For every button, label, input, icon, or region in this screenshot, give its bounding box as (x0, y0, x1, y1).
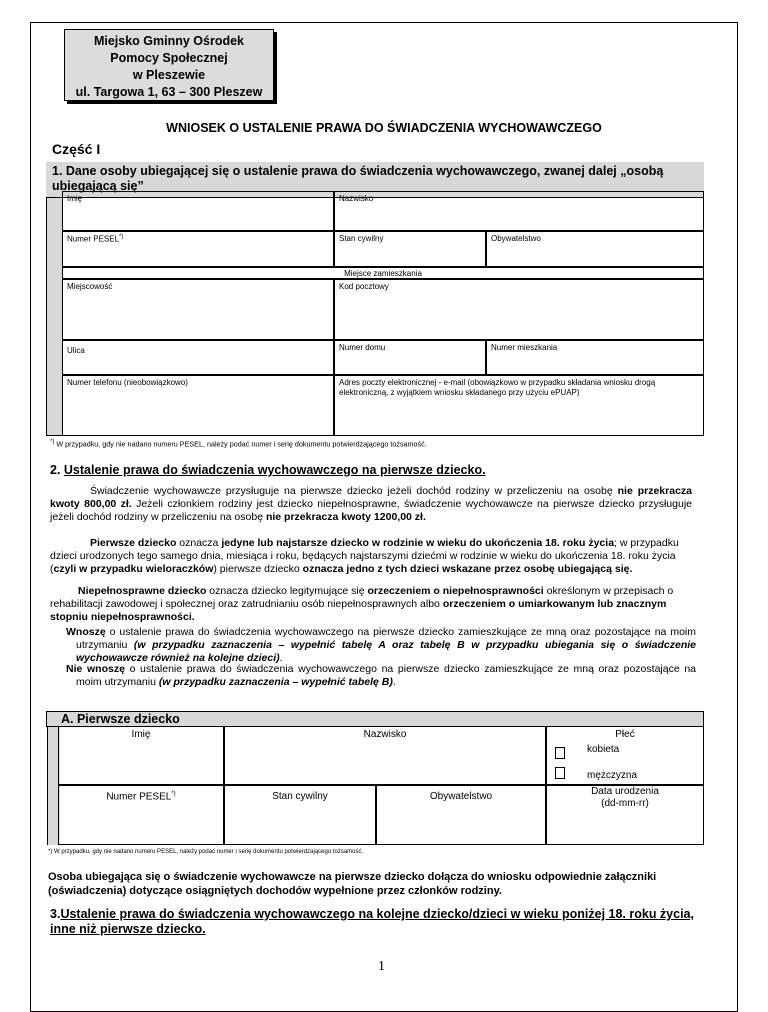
child-sex-field: Płeć (546, 726, 704, 785)
page-number: 1 (378, 959, 385, 974)
last-name-field[interactable]: Nazwisko (334, 191, 704, 231)
form-title: WNIOSEK O USTALENIE PRAWA DO ŚWIADCZENIA WYCHOWAWCZEGO (166, 121, 602, 135)
first-name-field[interactable]: Imię (62, 191, 334, 231)
marital-status-field[interactable]: Stan cywilny (334, 231, 486, 267)
postal-code-field[interactable]: Kod pocztowy (334, 279, 704, 340)
office-city: w Pleszewie (132, 68, 206, 82)
office-address: ul. Targowa 1, 63 – 300 Pleszew (75, 85, 263, 99)
pesel-field[interactable]: Numer PESEL*) (62, 231, 334, 267)
section2-paragraph: Świadczenie wychowawcze przysługuje na pierwsze dziecko jeżeli dochód rodziny w przeliczeniu na osobę nie przekracza kwoty 800,00 zł. Jeżeli członkiem rodziny jest dziecko niepełnosprawne, świadczenie wychowawcze na pierwsze dziecko przysługuje jeżeli dochód rodziny w przeliczeniu na osobę nie przekracza kwoty 1200,00 zł. (50, 485, 693, 523)
phone-field[interactable]: Numer telefonu (nieobowiązkowo) (62, 375, 334, 436)
part-heading: Część I (52, 141, 101, 157)
tableA-footnote: *) W przypadku, gdy nie nadano numeru PESEL, należy podać numer i serię dokumentu potwierdzającego tożsamość. (48, 849, 364, 855)
male-checkbox[interactable] (555, 767, 565, 779)
section2-heading: 2. Ustalenie prawa do świadczenia wychowawczego na pierwsze dziecko. (50, 463, 486, 477)
option-apply[interactable]: Wnoszę o ustalenie prawa do świadczenia wychowawczego na pierwsze dziecko zamieszkujące ze mną oraz pozostające na moim utrzymaniu (w przypadku zaznaczenia – wypełnić tabelę A oraz tabelę B w przypadku ubiegania się o świadczenie wychowawcze również na kolejne dzieci). (66, 626, 696, 664)
attachments-note: Osoba ubiegająca się o świadczenie wychowawcze na pierwsze dziecko dołącza do wniosku odpowiednie załączniki (oświadczenia) dotyczące osiągniętych dochodów wypełnione przez członków rodziny. (48, 871, 657, 897)
definition-first-child: Pierwsze dziecko oznacza jedyne lub najstarsze dziecko w rodzinie w wieku do ukończenia 18. roku życia; w przypadku dzieci urodzonych tego samego dnia, miesiąca i roku, będących najstarszymi dziećmi w rodzinie w wieku do ukończenia 18. roku życia (czyli w przypadku wieloraczków) pierwsze dziecko oznacza jedno z tych dzieci wskazane przez osobę ubiegającą się. (50, 537, 679, 575)
male-label: mężczyzna (587, 770, 638, 781)
child-marital-status-field[interactable]: Stan cywilny (224, 785, 376, 845)
section1-side-bar (47, 198, 62, 435)
email-field[interactable]: Adres poczty elektronicznej - e-mail (obowiązkowo w przypadku składania wniosku drogą elektroniczną, z wyjątkiem wniosku składanego przy użyciu ePUAP) (334, 375, 704, 436)
tableA-heading: A. Pierwsze dziecko (46, 711, 704, 727)
child-date-of-birth-field[interactable]: Data urodzenia (dd-mm-rr) (546, 785, 704, 845)
office-name-line2: Pomocy Społecznej (110, 51, 228, 65)
citizenship-field[interactable]: Obywatelstwo (486, 231, 704, 267)
house-number-field[interactable]: Numer domu (334, 340, 486, 375)
female-checkbox[interactable] (555, 747, 565, 759)
child-citizenship-field[interactable]: Obywatelstwo (376, 785, 546, 845)
section1-footnote: *) W przypadku, gdy nie nadano numeru PESEL, należy podać numer i serię dokumentu potwierdzającego tożsamość. (50, 439, 427, 449)
city-field[interactable]: Miejscowość (62, 279, 334, 340)
child-pesel-field[interactable]: Numer PESEL*) (58, 785, 224, 845)
section3-heading: 3.Ustalenie prawa do świadczenia wychowawczego na kolejne dziecko/dzieci w wieku poniżej 18. roku życia, inne niż pierwsze dziecko. (50, 907, 694, 936)
section1-heading: 1. Dane osoby ubiegającej się o ustalenie prawa do świadczenia wychowawczego, zwanej dalej „osobą ubiegającą się” (46, 162, 704, 198)
female-label: kobieta (587, 744, 620, 755)
office-name-line1: Miejsko Gminny Ośrodek (93, 34, 245, 48)
child-first-name-field[interactable]: Imię (58, 726, 224, 785)
office-header (64, 29, 274, 101)
apartment-number-field[interactable]: Numer mieszkania (486, 340, 704, 375)
definition-disabled-child: Niepełnosprawne dziecko oznacza dziecko legitymujące się orzeczeniem o niepełnosprawności określonym w przepisach o rehabilitacji zawodowej i społecznej oraz zatrudnianiu osób niepełnosprawnych albo orzeczeniem o umiarkowanym lub znacznym stopniu niepełnosprawności. (50, 585, 674, 623)
child-last-name-field[interactable]: Nazwisko (224, 726, 546, 785)
option-not-apply[interactable]: Nie wnoszę o ustalenie prawa do świadczenia wychowawczego na pierwsze dziecko zamieszkujące ze mną oraz pozostające na moim utrzymaniu (w przypadku zaznaczenia – wypełnić tabelę B). (66, 663, 696, 688)
residence-label: Miejsce zamieszkania (62, 267, 704, 279)
street-field[interactable]: Ulica (62, 340, 334, 375)
